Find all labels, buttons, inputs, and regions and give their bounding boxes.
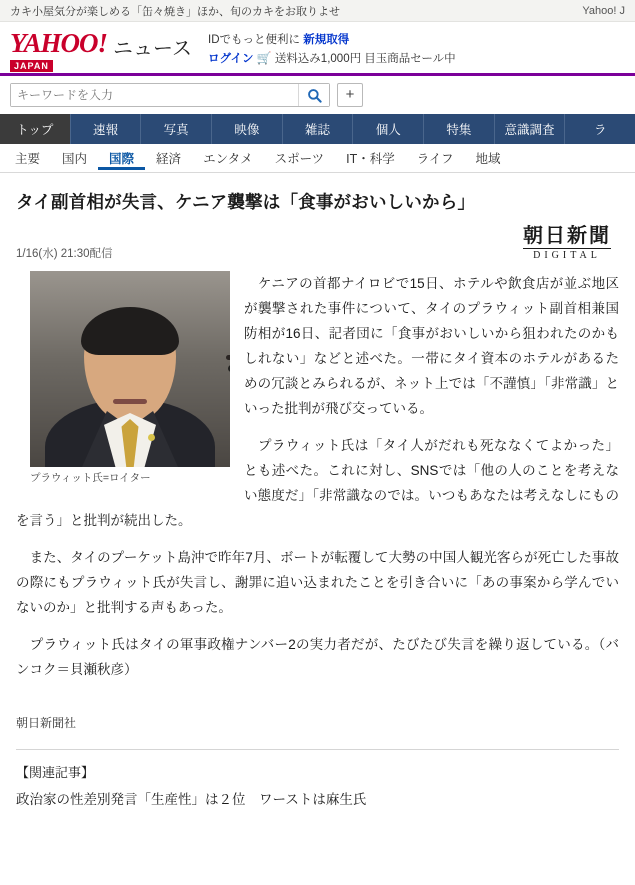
subnav-item-main[interactable]: 主要 [15, 152, 41, 166]
subnav-item-sports[interactable]: スポーツ [274, 152, 325, 166]
article-paragraph-4: プラウィット氏はタイの軍事政権ナンバー2の実力者だが、たびたび失言を繰り返している。（バンコク＝貝瀬秋彦） [16, 637, 619, 677]
publisher-subname: DIGITAL [523, 248, 611, 261]
search-box[interactable] [10, 83, 330, 107]
login-link[interactable]: ログイン [208, 53, 254, 65]
related-articles-heading: 【関連記事】 [16, 765, 95, 780]
photo-eye-left [228, 365, 230, 372]
article-paragraph-1: ケニアの首都ナイロビで15日、ホテルや飲食店が並ぶ地区が襲撃された事件について、タイのプラウィット副首相兼国防相が16日、記者団に「食事がおいしいから狙われたのかもしれない」などと述べた。一帯にタイ資本のホテルがあるための冗談とみられるが、ネット上では「不謹慎」「非常識」といった批判が飛び交っている。 [244, 276, 619, 416]
photo-brow-left [226, 355, 230, 360]
cart-icon: 🛒 [256, 51, 272, 65]
article-timestamp: 1/16(水) 21:30配信 [16, 248, 113, 260]
id-promo-label: IDでもっと便利に [208, 34, 301, 46]
article-source: 朝日新聞社 [16, 716, 77, 730]
promo-right-text[interactable]: Yahoo! J [582, 4, 625, 17]
nav-item-top[interactable]: トップ [0, 114, 71, 144]
nav-item-more[interactable]: ラ [593, 123, 607, 137]
publisher-logo[interactable] [523, 225, 611, 261]
nav-item-personal[interactable]: 個人 [353, 114, 424, 144]
subnav-item-local[interactable]: 地域 [475, 152, 501, 166]
subnav-item-international[interactable]: 国際 [98, 146, 145, 170]
nav-item-magazine[interactable]: 雑誌 [283, 114, 354, 144]
service-name-label[interactable]: ニュース [113, 38, 193, 60]
search-row [0, 76, 635, 114]
yahoo-logo-text: YAHOO! [10, 28, 108, 58]
photo-mouth [113, 399, 147, 404]
nav-item-video[interactable]: 映像 [212, 114, 283, 144]
search-input[interactable] [11, 84, 298, 106]
site-header [0, 22, 635, 76]
related-article-link[interactable]: 政治家の性差別発言「生産性」は２位 ワーストは麻生氏 [16, 792, 367, 807]
nav-item-survey[interactable]: 意識調査 [495, 114, 566, 144]
primary-nav [0, 114, 635, 144]
shipping-promo-label[interactable]: 送料込み1,000円 [274, 53, 362, 65]
photo-caption: プラウィット氏=ロイター [30, 472, 151, 484]
nav-item-photo[interactable]: 写真 [141, 114, 212, 144]
nav-item-feature[interactable]: 特集 [424, 114, 495, 144]
subnav-item-it-science[interactable]: IT・科学 [346, 152, 395, 166]
article-paragraph-3: また、タイのプーケット島沖で昨年7月、ボートが転覆して大勢の中国人観光客らが死亡した事故の際にもプラウィット氏が失言し、謝罪に追い込まれたことを引き合いに「あの事案から学んでいないのか」と批判する声もあった。 [16, 550, 619, 615]
subnav-item-domestic[interactable]: 国内 [62, 152, 88, 166]
subnav-item-economy[interactable]: 経済 [156, 152, 182, 166]
article-photo[interactable] [30, 271, 230, 467]
subnav-item-entertainment[interactable]: エンタメ [203, 152, 253, 166]
add-search-button[interactable]: + [337, 83, 363, 107]
section-divider [16, 749, 619, 750]
promo-bar [0, 0, 635, 22]
yahoo-logo-block[interactable] [10, 30, 192, 74]
nav-item-breaking[interactable]: 速報 [71, 114, 142, 144]
subnav-item-life[interactable]: ライフ [416, 152, 454, 166]
photo-lapel-badge [148, 434, 155, 441]
secondary-nav [0, 144, 635, 173]
promo-text[interactable]: カキ小屋気分が楽しめる「缶々焼き」ほか、旬のカキをお取りよせ [10, 5, 340, 18]
header-links [208, 30, 456, 68]
article-body [16, 271, 619, 694]
page-title: タイ副首相が失言、ケニア襲撃は「食事がおいしいから」 [16, 192, 476, 212]
article-meta-row [16, 227, 619, 261]
article-figure [30, 271, 230, 485]
article-paragraph-2: プラウィット氏は「タイ人がだれも死ななくてよかった」とも述べた。これに対し、SNSでは「他の人のことを考えない態度だ」「非常識なのでは。いつもあなたは考えなしにものを言う」と批判が続出した。 [16, 438, 619, 528]
register-link[interactable]: 新規取得 [303, 34, 350, 46]
article [0, 173, 635, 811]
search-icon[interactable] [298, 84, 329, 106]
publisher-name: 朝日新聞 [523, 225, 611, 247]
yahoo-japan-tag: JAPAN [10, 60, 53, 72]
sale-promo-label[interactable]: 目玉商品セール中 [364, 53, 456, 65]
